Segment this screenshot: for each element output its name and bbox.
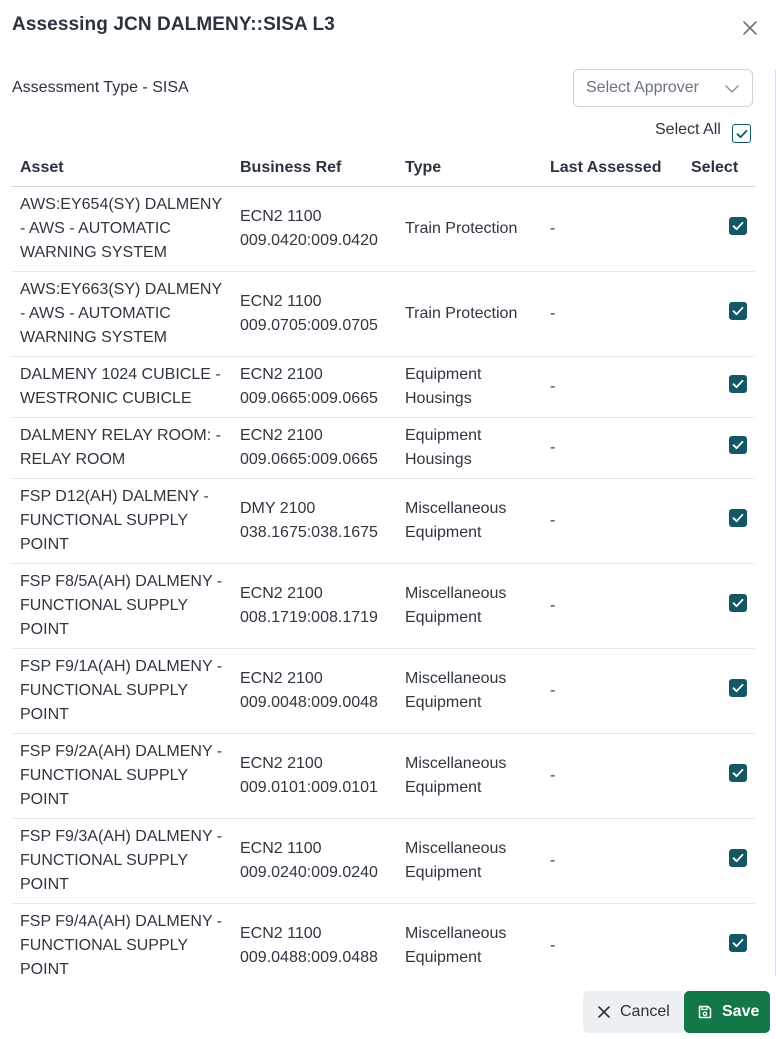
cell-select [683,819,755,904]
chevron-down-icon [724,81,740,97]
column-header-type[interactable]: Type [397,150,542,187]
cell-type: Train Protection [397,187,542,272]
cell-business-ref: ECN2 1100 009.0488:009.0488 [232,904,397,977]
cell-type: Train Protection [397,272,542,357]
floppy-disk-icon [697,1004,713,1020]
check-icon [731,219,745,233]
close-button[interactable] [738,16,762,40]
close-icon [741,19,759,37]
cell-asset: AWS:EY663(SY) DALMENY - AWS - AUTOMATIC WARNING SYSTEM [12,272,232,357]
cell-last-assessed: - [542,479,683,564]
row-select-checkbox[interactable] [729,679,747,697]
table-row [12,649,755,734]
row-select-checkbox[interactable] [729,217,747,235]
cell-business-ref: ECN2 2100 008.1719:008.1719 [232,564,397,649]
cell-select [683,734,755,819]
cell-type: Equipment Housings [397,418,542,479]
cell-type: Miscellaneous Equipment [397,734,542,819]
check-icon [731,681,745,695]
cell-last-assessed: - [542,418,683,479]
assets-table [12,150,755,976]
check-icon [731,766,745,780]
cell-select [683,649,755,734]
cell-type: Miscellaneous Equipment [397,564,542,649]
column-header-last-assessed[interactable]: Last Assessed [542,150,683,187]
check-icon [731,304,745,318]
modal-title: Assessing JCN DALMENY::SISA L3 [12,14,335,35]
row-select-checkbox[interactable] [729,436,747,454]
column-header-asset[interactable]: Asset [12,150,232,187]
modal-footer [0,976,776,1039]
table-row [12,357,755,418]
save-button[interactable] [684,991,770,1033]
cell-asset: FSP F8/5A(AH) DALMENY - FUNCTIONAL SUPPLY POINT [12,564,232,649]
table-row [12,904,755,977]
cell-business-ref: ECN2 1100 009.0705:009.0705 [232,272,397,357]
check-icon [735,127,749,141]
cell-last-assessed: - [542,649,683,734]
table-row [12,564,755,649]
row-select-checkbox[interactable] [729,934,747,952]
cell-type: Miscellaneous Equipment [397,479,542,564]
cell-select [683,272,755,357]
cell-asset: FSP F9/3A(AH) DALMENY - FUNCTIONAL SUPPLY POINT [12,819,232,904]
cell-select [683,187,755,272]
row-select-checkbox[interactable] [729,764,747,782]
cell-last-assessed: - [542,904,683,977]
cell-type: Miscellaneous Equipment [397,819,542,904]
check-icon [731,438,745,452]
select-all-label: Select All [655,121,721,138]
cell-business-ref: ECN2 2100 009.0048:009.0048 [232,649,397,734]
row-select-checkbox[interactable] [729,594,747,612]
cell-last-assessed: - [542,734,683,819]
cell-select [683,418,755,479]
cancel-button-label: Cancel [620,1003,670,1020]
column-header-business-ref[interactable]: Business Ref [232,150,397,187]
check-icon [731,596,745,610]
cell-type: Miscellaneous Equipment [397,649,542,734]
cell-business-ref: ECN2 2100 009.0665:009.0665 [232,418,397,479]
cell-business-ref: ECN2 1100 009.0420:009.0420 [232,187,397,272]
table-row [12,272,755,357]
approver-select[interactable] [573,69,753,107]
row-select-checkbox[interactable] [729,509,747,527]
save-button-label: Save [722,1003,760,1020]
check-icon [731,377,745,391]
cell-last-assessed: - [542,272,683,357]
cell-last-assessed: - [542,564,683,649]
cell-select [683,479,755,564]
cell-business-ref: ECN2 2100 009.0665:009.0665 [232,357,397,418]
x-icon [597,1005,611,1019]
table-row [12,819,755,904]
cell-last-assessed: - [542,819,683,904]
check-icon [731,511,745,525]
cell-last-assessed: - [542,187,683,272]
check-icon [731,851,745,865]
cell-asset: FSP F9/2A(AH) DALMENY - FUNCTIONAL SUPPLY POINT [12,734,232,819]
table-header-row [12,150,755,187]
cell-asset: DALMENY RELAY ROOM: - RELAY ROOM [12,418,232,479]
cell-select [683,904,755,977]
cell-business-ref: DMY 2100 038.1675:038.1675 [232,479,397,564]
cell-business-ref: ECN2 1100 009.0240:009.0240 [232,819,397,904]
cell-type: Equipment Housings [397,357,542,418]
cell-type: Miscellaneous Equipment [397,904,542,977]
cell-asset: FSP F9/1A(AH) DALMENY - FUNCTIONAL SUPPLY POINT [12,649,232,734]
row-select-checkbox[interactable] [729,849,747,867]
row-select-checkbox[interactable] [729,302,747,320]
cell-asset: DALMENY 1024 CUBICLE - WESTRONIC CUBICLE [12,357,232,418]
cell-select [683,357,755,418]
table-row [12,734,755,819]
check-icon [731,936,745,950]
assessment-type-label: Assessment Type - SISA [12,79,189,96]
cell-asset: FSP F9/4A(AH) DALMENY - FUNCTIONAL SUPPLY POINT [12,904,232,977]
table-row [12,187,755,272]
cell-asset: FSP D12(AH) DALMENY - FUNCTIONAL SUPPLY POINT [12,479,232,564]
assets-table-container[interactable] [12,150,756,976]
cancel-button[interactable] [583,991,684,1033]
cell-business-ref: ECN2 2100 009.0101:009.0101 [232,734,397,819]
cell-last-assessed: - [542,357,683,418]
column-header-select: Select [683,150,755,187]
table-row [12,418,755,479]
table-row [12,479,755,564]
cell-asset: AWS:EY654(SY) DALMENY - AWS - AUTOMATIC WARNING SYSTEM [12,187,232,272]
row-select-checkbox[interactable] [729,375,747,393]
select-all-checkbox[interactable] [732,124,751,143]
cell-select [683,564,755,649]
approver-select-placeholder: Select Approver [586,79,699,96]
